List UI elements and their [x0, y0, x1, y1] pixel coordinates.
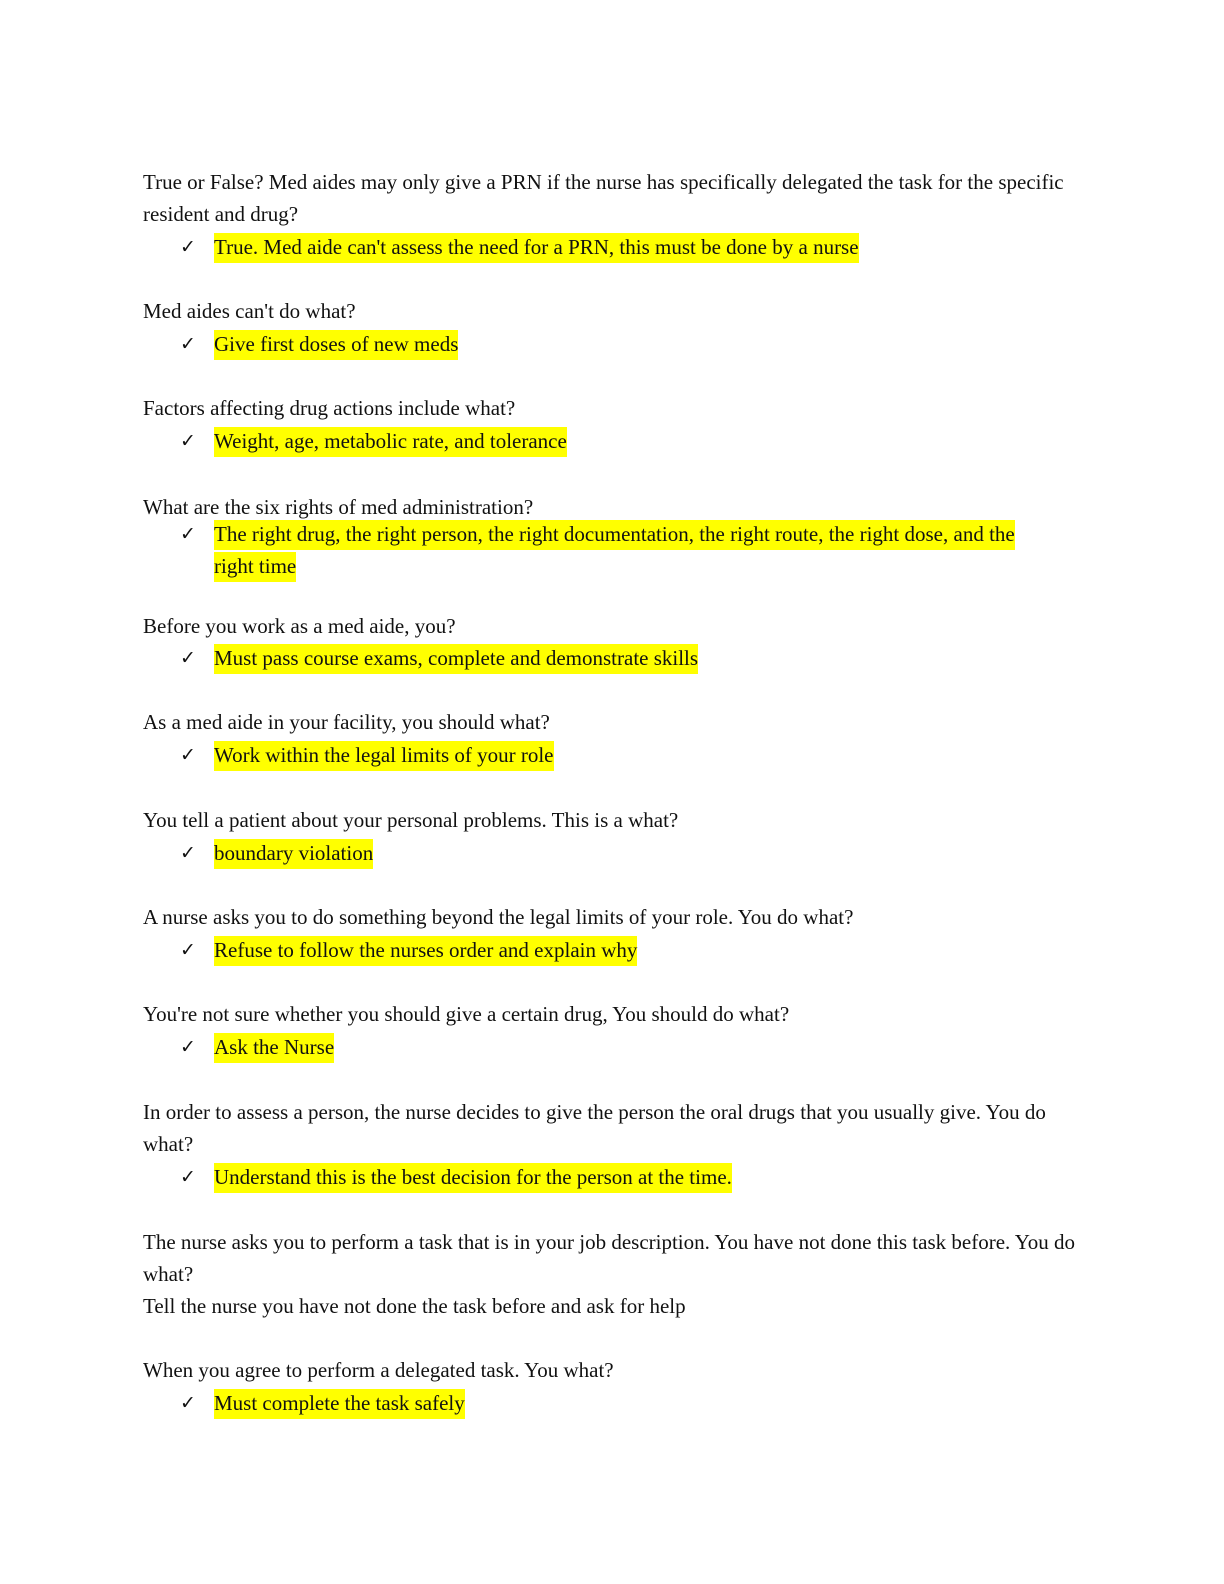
- answer-2: [180, 328, 1060, 360]
- answer-12-text: Must complete the task safely: [214, 1389, 465, 1419]
- checkmark-icon: ✓: [180, 333, 196, 355]
- question-10: In order to assess a person, the nurse decides to give the person the oral drugs that you usually give. You do what?: [143, 1100, 1046, 1156]
- question-12: When you agree to perform a delegated task. You what?: [143, 1358, 614, 1382]
- question-6: As a med aide in your facility, you should what?: [143, 710, 550, 734]
- answer-5-text: Must pass course exams, complete and demonstrate skills: [214, 644, 698, 674]
- question-8: A nurse asks you to do something beyond the legal limits of your role. You do what?: [143, 905, 854, 929]
- checkmark-icon: ✓: [180, 523, 196, 545]
- answer-6-text: Work within the legal limits of your role: [214, 741, 554, 771]
- checkmark-icon: ✓: [180, 939, 196, 961]
- question-2: Med aides can't do what?: [143, 299, 356, 323]
- answer-2-text: Give first doses of new meds: [214, 330, 458, 360]
- answer-8: [180, 934, 1060, 966]
- answer-10: [180, 1161, 1060, 1193]
- answer-8-text: Refuse to follow the nurses order and explain why: [214, 936, 637, 966]
- question-3: Factors affecting drug actions include what?: [143, 396, 516, 420]
- answer-11-text: Tell the nurse you have not done the task before and ask for help: [143, 1294, 686, 1318]
- answer-1-text: True. Med aide can't assess the need for a PRN, this must be done by a nurse: [214, 233, 859, 263]
- checkmark-icon: ✓: [180, 842, 196, 864]
- question-7: You tell a patient about your personal problems. This is a what?: [143, 808, 679, 832]
- question-1: True or False? Med aides may only give a PRN if the nurse has specifically delegated the task for the specific resident and drug?: [143, 170, 1064, 226]
- question-5: Before you work as a med aide, you?: [143, 614, 456, 638]
- checkmark-icon: ✓: [180, 1392, 196, 1414]
- answer-7: [180, 837, 1060, 869]
- answer-1: [180, 231, 1060, 263]
- answer-7-text: boundary violation: [214, 839, 373, 869]
- answer-4: [180, 518, 1060, 582]
- answer-10-text: Understand this is the best decision for the person at the time.: [214, 1163, 732, 1193]
- checkmark-icon: ✓: [180, 1036, 196, 1058]
- answer-3-text: Weight, age, metabolic rate, and tolerance: [214, 427, 567, 457]
- answer-9-text: Ask the Nurse: [214, 1033, 334, 1063]
- checkmark-icon: ✓: [180, 744, 196, 766]
- checkmark-icon: ✓: [180, 647, 196, 669]
- answer-6: [180, 739, 1060, 771]
- answer-5: [180, 642, 1060, 674]
- checkmark-icon: ✓: [180, 1166, 196, 1188]
- question-4: What are the six rights of med administration?: [143, 495, 534, 519]
- answer-3: [180, 425, 1060, 457]
- question-11: The nurse asks you to perform a task that is in your job description. You have not done this task before. You do what?: [143, 1230, 1076, 1286]
- question-9: You're not sure whether you should give a certain drug, You should do what?: [143, 1002, 790, 1026]
- checkmark-icon: ✓: [180, 236, 196, 258]
- answer-12: [180, 1387, 1060, 1419]
- answer-9: [180, 1031, 1060, 1063]
- answer-4-text: The right drug, the right person, the right documentation, the right route, the right dose, and the right time: [214, 520, 1015, 582]
- checkmark-icon: ✓: [180, 430, 196, 452]
